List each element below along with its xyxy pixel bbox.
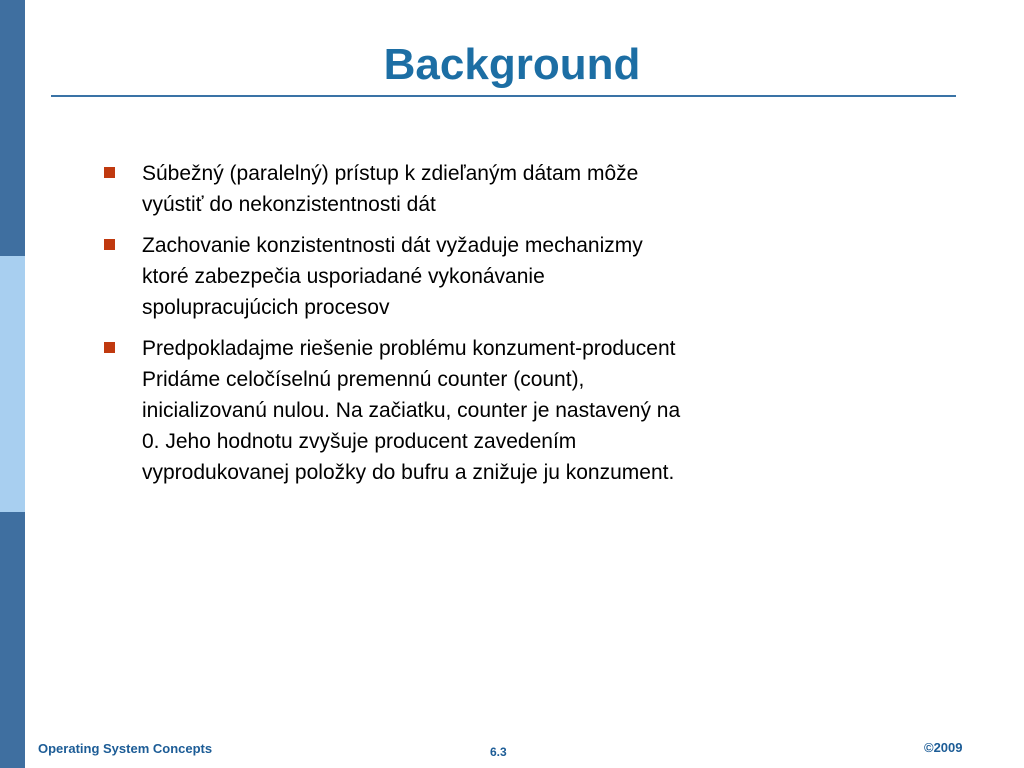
- bullet-text-line: Pridáme celočíselnú premennú counter (count),: [142, 368, 585, 391]
- bullet-text-line: Súbežný (paralelný) prístup k zdieľaným dátam môže: [142, 162, 639, 185]
- bullet-text-line: Zachovanie konzistentnosti dát vyžaduje mechanizmy: [142, 234, 643, 257]
- title-rule: [51, 95, 956, 97]
- footer-page-number: 6.3: [490, 745, 507, 759]
- bullet-list: [102, 158, 822, 498]
- bullet-text-line: vyústiť do nekonzistentnosti dát: [142, 193, 436, 216]
- side-bar-bottom: [0, 512, 25, 768]
- side-bar-middle: [0, 256, 25, 512]
- bullet-item-1: [102, 158, 822, 220]
- square-bullet-icon: [104, 342, 115, 353]
- side-bar: [0, 0, 25, 768]
- bullet-text-line: Predpokladajme riešenie problému konzument-producent: [142, 337, 676, 360]
- square-bullet-icon: [104, 167, 115, 178]
- bullet-text-line: 0. Jeho hodnotu zvyšuje producent zavedením: [142, 430, 577, 453]
- bullet-text-line: inicializovanú nulou. Na začiatku, counter je nastavený na: [142, 399, 681, 422]
- footer-course-title: Operating System Concepts: [38, 741, 213, 756]
- footer-copyright: ©2009: [924, 740, 963, 755]
- bullet-text-line: spolupracujúcich procesov: [142, 296, 390, 319]
- slide-title: Background: [383, 40, 641, 89]
- square-bullet-icon: [104, 239, 115, 250]
- bullet-item-2: [102, 230, 822, 323]
- bullet-text-line: ktoré zabezpečia usporiadané vykonávanie: [142, 265, 545, 288]
- bullet-text-line: vyprodukovanej položky do bufru a znižuje ju konzument.: [142, 461, 675, 484]
- bullet-item-3: [102, 333, 822, 488]
